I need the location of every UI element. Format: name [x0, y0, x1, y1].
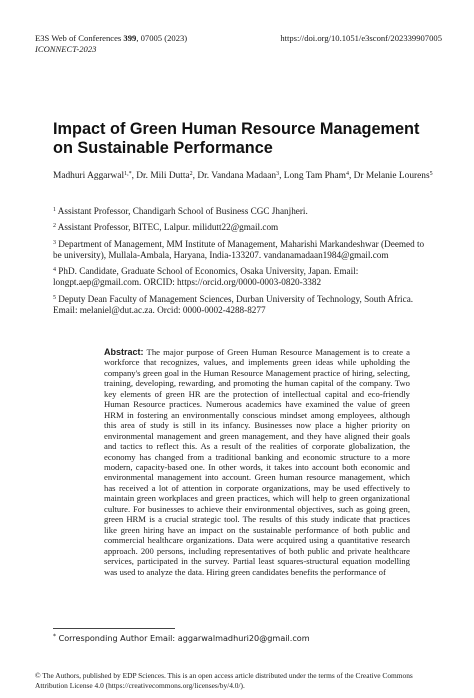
article-info: , 07005 (2023)	[136, 33, 188, 43]
author-mark: 3	[276, 171, 280, 177]
license-notice: © The Authors, published by EDP Sciences. This is an open access article distributed under the terms of the Creative Commons Attribution License 4.0 (https://creativecommons.org/licenses/by/4.0/).	[35, 671, 413, 690]
author-name: Dr. Vandana Madaan	[197, 171, 277, 181]
author-2	[136, 171, 197, 181]
doi-link[interactable]: https://doi.org/10.1051/e3sconf/202339907005	[280, 33, 442, 43]
abstract-label: Abstract:	[104, 347, 144, 357]
affiliation-list	[53, 206, 433, 321]
author-separator: ,	[131, 171, 137, 181]
affiliation-5	[53, 294, 433, 317]
author-separator: ,	[192, 171, 198, 181]
abstract-text: The major purpose of Green Human Resource Management is to create a workforce that recognizes, values, and implements green ideas while upholding the company's green goal in the Human Resource Management practice of hiring, selecting, training, developing, rewarding, and promoting the human capital of the company. Two key elements of green HR are the protection of intellectual capital and eco-friendly Human Resource practices. Numerous academics have examined the value of green HRM in fostering an environmentally conscious mindset among employees, although this area of study is still in its infancy. Businesses now place a higher priority on environmental management and green management, and they have aligned their goals and tactics to reflect this. As a result of the realities of corporate globalization, the economy has changed from a traditional banking and economic structure to a more modern, capacity-based one. In other words, it takes into account both economic and environmental management into account. Green human resource management, which has received a lot of attention in corporate organizations, may be used effectively to maintain green workplaces and green practices, which will help to green organizational culture. For businesses to achieve their environmental objectives, such as going green, green HRM is a crucial strategic tool. The results of this study indicate that practices like green hiring have an impact on the sustainable performance of both public and commercial healthcare organizations. Data were acquired using a quantitative research approach. 200 persons, including representatives of both public and private healthcare services, participated in the survey. Partial least squares-structural equation modelling was used to analyze the data. Hiring green candidates benefits the performance of	[104, 347, 410, 577]
author-mark: 5	[429, 171, 433, 177]
author-mark: 2	[189, 171, 193, 177]
author-3	[197, 171, 283, 181]
running-header-left	[35, 33, 187, 55]
paper-title: Impact of Green Human Resource Management on Sustainable Performance	[53, 120, 420, 157]
journal-citation	[35, 33, 187, 44]
affiliation-4	[53, 266, 433, 289]
author-4	[284, 171, 354, 181]
affiliation-text: Assistant Professor, BITEC, Lalpur. milidutt22@gmail.com	[57, 222, 279, 233]
author-name: Dr Melanie Lourens	[353, 171, 430, 181]
footnote-divider	[53, 628, 175, 629]
author-list	[53, 170, 433, 182]
author-name: Long Tam Pham	[283, 171, 346, 181]
affiliation-1	[53, 206, 433, 217]
author-name: Madhuri Aggarwal	[53, 171, 125, 181]
conference-event: ICONNECT-2023	[35, 44, 97, 54]
footnote-text: Corresponding Author Email: aggarwalmadhuri20@gmail.com	[58, 633, 310, 643]
affiliation-text: Deputy Dean Faculty of Management Sciences, Durban University of Technology, South Africa. Email: melaniel@dut.ac.za. Orcid: 0000-0002-4288-8277	[53, 293, 414, 316]
author-1	[53, 171, 136, 181]
author-separator: ,	[348, 171, 354, 181]
journal-volume: 399	[123, 33, 137, 43]
affiliation-mark: 4	[53, 267, 56, 274]
affiliation-text: Department of Management, MM Institute of Management, Maharishi Markandeshwar (Deemed to be university), Mullala-Ambala, Haryana, India-133207. vandanamadaan1984@gmail.com	[53, 238, 425, 260]
abstract	[104, 347, 410, 577]
affiliation-2	[53, 222, 433, 233]
author-name: Dr. Mili Dutta	[136, 171, 190, 181]
author-mark: 1,*	[124, 171, 132, 177]
affiliation-text: Assistant Professor, Chandigarh School of Business CGC Jhanjheri.	[57, 206, 308, 216]
journal-name: E3S Web of Conferences	[35, 33, 122, 43]
author-5	[354, 171, 433, 181]
footnote-mark: *	[53, 633, 56, 640]
affiliation-3	[53, 239, 433, 262]
affiliation-mark: 3	[53, 239, 56, 246]
affiliation-mark: 1	[53, 207, 56, 213]
affiliation-text: PhD. Candidate, Graduate School of Economics, Osaka University, Japan. Email: longpt.aep@gmail.com. ORCID: https://orcid.org/0000-0003-0820-3382	[53, 266, 359, 288]
affiliation-mark: 5	[53, 294, 56, 301]
author-mark: 4	[345, 171, 349, 177]
corresponding-author-footnote	[53, 633, 310, 643]
affiliation-mark: 2	[53, 223, 56, 230]
author-separator: ,	[279, 171, 284, 181]
